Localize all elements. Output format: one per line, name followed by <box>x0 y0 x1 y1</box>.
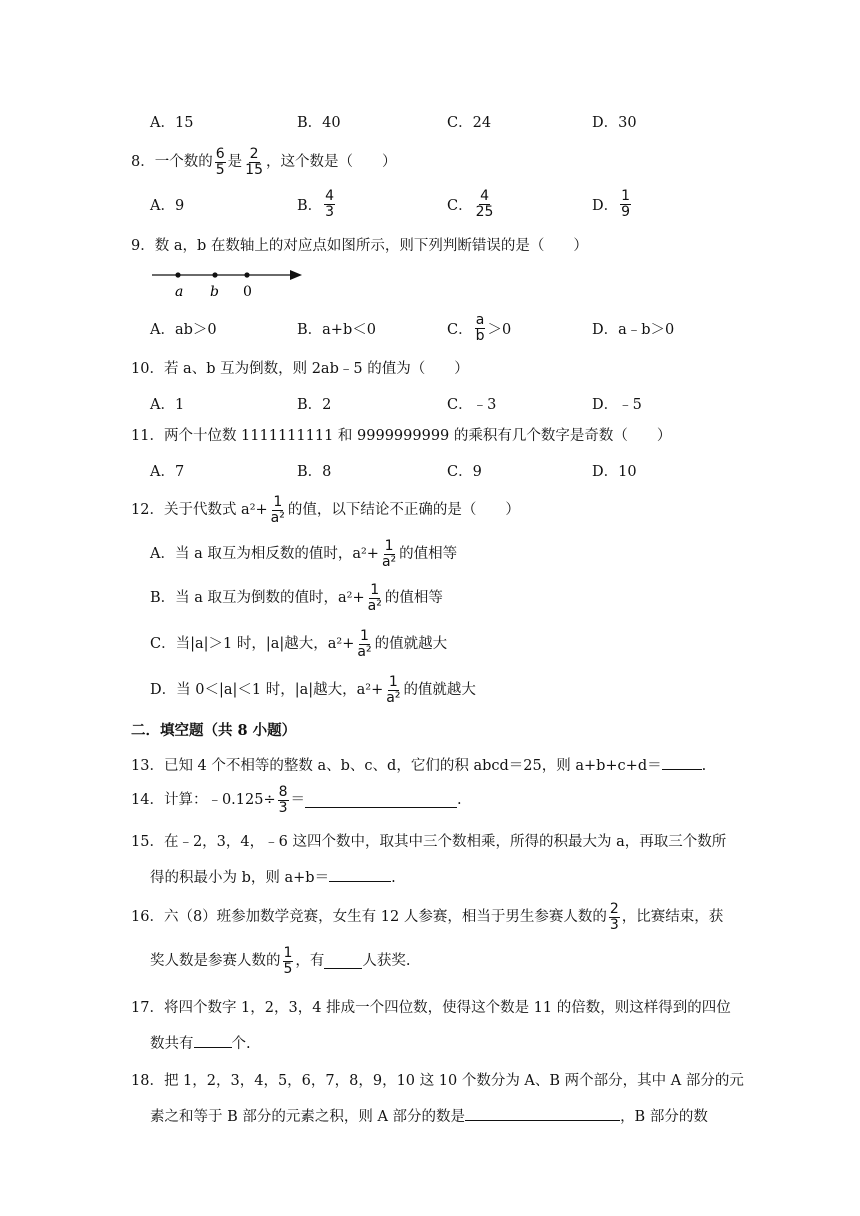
q16-fraction-1: $\frac{2}{3}$ <box>609 900 619 933</box>
q12-option-b[interactable]: B．当 a 取互为倒数的值时，a²+ $\frac{1}{\text{a²}}$ 的值相等 <box>150 581 443 614</box>
q7-option-d[interactable]: D．30 <box>592 114 637 131</box>
q8-text-pre: 8．一个数的 <box>131 154 213 170</box>
q8-options <box>150 187 770 221</box>
label-a: a <box>175 284 184 300</box>
q9-option-a[interactable]: A．ab＞0 <box>150 321 217 338</box>
q13-stem: 13．已知 4 个不相等的整数 a、b、c、d，它们的积 abcd＝25，则 a+b+c+d＝ . <box>131 755 706 777</box>
q11-option-d[interactable]: D．10 <box>592 463 637 480</box>
q12-option-a-fraction: $\frac{1}{\text{a²}}$ <box>381 537 397 570</box>
q9-option-d[interactable]: D．a﹣b＞0 <box>592 321 675 338</box>
q15-answer-blank[interactable] <box>329 867 391 882</box>
q16-stem-line1: 16．六（8）班参加数学竞赛，女生有 12 人参赛，相当于男生参赛人数的 $\frac{2}{3}$ ，比赛结束，获 <box>131 900 724 933</box>
q10-options <box>150 386 770 420</box>
q9-option-c[interactable]: C． $\frac{a}{b}$ ＞0 <box>447 311 512 344</box>
q11-option-a[interactable]: A．7 <box>150 463 185 480</box>
q7-option-a[interactable]: A．15 <box>150 114 194 131</box>
q7-options <box>150 104 770 138</box>
q8-text-post: ，这个数是（ ） <box>265 154 397 170</box>
q11-option-b[interactable]: B．8 <box>297 463 332 480</box>
q7-option-b[interactable]: B．40 <box>297 114 341 131</box>
q15-stem-line2: 得的积最小为 b，则 a+b＝ . <box>150 867 396 889</box>
number-line-figure <box>150 264 310 304</box>
q8-option-b-fraction: $\frac{4}{3}$ <box>325 187 335 220</box>
point-0 <box>244 272 249 277</box>
q9-option-b[interactable]: B．a+b＜0 <box>297 321 376 338</box>
q8-option-d[interactable]: D． $\frac{1}{9}$ <box>592 187 631 220</box>
q16-fraction-2: $\frac{1}{5}$ <box>283 944 293 977</box>
q11-stem: 11．两个十位数 1111111111 和 9999999999 的乘积有几个数字是奇数（ ） <box>131 428 672 444</box>
q8-option-c-fraction: $\frac{4}{25}$ <box>475 187 494 220</box>
q14-stem: 14．计算：﹣0.125÷ $\frac{8}{3}$ ＝ . <box>131 783 462 816</box>
q9-option-c-fraction: $\frac{a}{b}$ <box>475 311 485 344</box>
q16-stem-line2: 奖人数是参赛人数的 $\frac{1}{5}$ ，有 人获奖. <box>150 944 411 977</box>
q12-option-c-fraction: $\frac{1}{\text{a²}}$ <box>357 627 372 660</box>
point-b <box>212 272 217 277</box>
q17-answer-blank[interactable] <box>194 1033 232 1048</box>
q12-option-a[interactable]: A．当 a 取互为相反数的值时，a²+ $\frac{1}{\text{a²}}$ 的值相等 <box>150 537 458 570</box>
q13-answer-blank[interactable] <box>662 755 702 770</box>
point-a <box>175 272 180 277</box>
q18-stem-line1: 18．把 1，2，3，4，5，6，7，8，9，10 这 10 个数分为 A、B 两个部分，其中 A 部分的元 <box>131 1073 744 1089</box>
label-b: b <box>210 284 219 300</box>
q14-answer-blank[interactable] <box>305 793 457 808</box>
q8-option-a[interactable]: A．9 <box>150 197 185 214</box>
section-heading-fill-in: 二．填空题（共 8 小题） <box>131 722 297 739</box>
label-0: 0 <box>243 284 252 300</box>
q8-option-c[interactable]: C． $\frac{4}{25}$ <box>447 187 494 220</box>
q12-option-d-fraction: $\frac{1}{\text{a²}}$ <box>386 673 401 706</box>
q16-answer-blank[interactable] <box>324 954 362 969</box>
q12-option-b-fraction: $\frac{1}{\text{a²}}$ <box>367 581 382 614</box>
q8-option-d-fraction: $\frac{1}{9}$ <box>621 187 631 220</box>
q10-stem: 10．若 a、b 互为倒数，则 2ab﹣5 的值为（ ） <box>131 361 469 377</box>
q12-option-d[interactable]: D．当 0＜|a|＜1 时，|a|越大，a²+ $\frac{1}{\text{a²}}$ 的值就越大 <box>150 673 476 706</box>
q8-option-b[interactable]: B． $\frac{4}{3}$ <box>297 187 335 220</box>
q10-option-b[interactable]: B．2 <box>297 396 332 413</box>
q17-stem-line1: 17．将四个数字 1，2，3，4 排成一个四位数，使得这个数是 11 的倍数，则这样得到的四位 <box>131 1000 731 1016</box>
q11-option-c[interactable]: C．9 <box>447 463 482 480</box>
q7-option-c[interactable]: C．24 <box>447 114 492 131</box>
q8-text-mid: 是 <box>227 154 243 170</box>
q9-options <box>150 311 770 345</box>
number-line-arrow <box>290 270 302 280</box>
q12-fraction: $\frac{1}{\text{a²}}$ <box>270 493 285 526</box>
q10-option-a[interactable]: A．1 <box>150 396 185 413</box>
q17-stem-line2: 数共有 个. <box>150 1033 251 1055</box>
q9-stem: 9．数 a，b 在数轴上的对应点如图所示，则下列判断错误的是（ ） <box>131 238 588 254</box>
q8-fraction-2: $\frac{2}{15}$ <box>245 145 263 178</box>
q8-stem <box>131 145 396 179</box>
q15-stem-line1: 15．在﹣2，3，4，﹣6 这四个数中，取其中三个数相乘，所得的积最大为 a，再取三个数所 <box>131 834 727 850</box>
q11-options <box>150 453 770 487</box>
q10-option-c[interactable]: C．﹣3 <box>447 396 497 413</box>
q18-answer-blank-a[interactable] <box>465 1106 620 1121</box>
q14-fraction: $\frac{8}{3}$ <box>278 783 288 816</box>
q8-fraction-1: $\frac{6}{5}$ <box>215 145 225 178</box>
q12-stem: 12．关于代数式 a²+ $\frac{1}{\text{a²}}$ 的值，以下结论不正确的是（ ） <box>131 493 520 526</box>
q12-option-c[interactable]: C．当|a|＞1 时，|a|越大，a²+ $\frac{1}{\text{a²}}$ 的值就越大 <box>150 627 448 660</box>
q18-stem-line2: 素之和等于 B 部分的元素之积，则 A 部分的数是 ，B 部分的数 <box>150 1106 708 1128</box>
q10-option-d[interactable]: D．﹣5 <box>592 396 642 413</box>
